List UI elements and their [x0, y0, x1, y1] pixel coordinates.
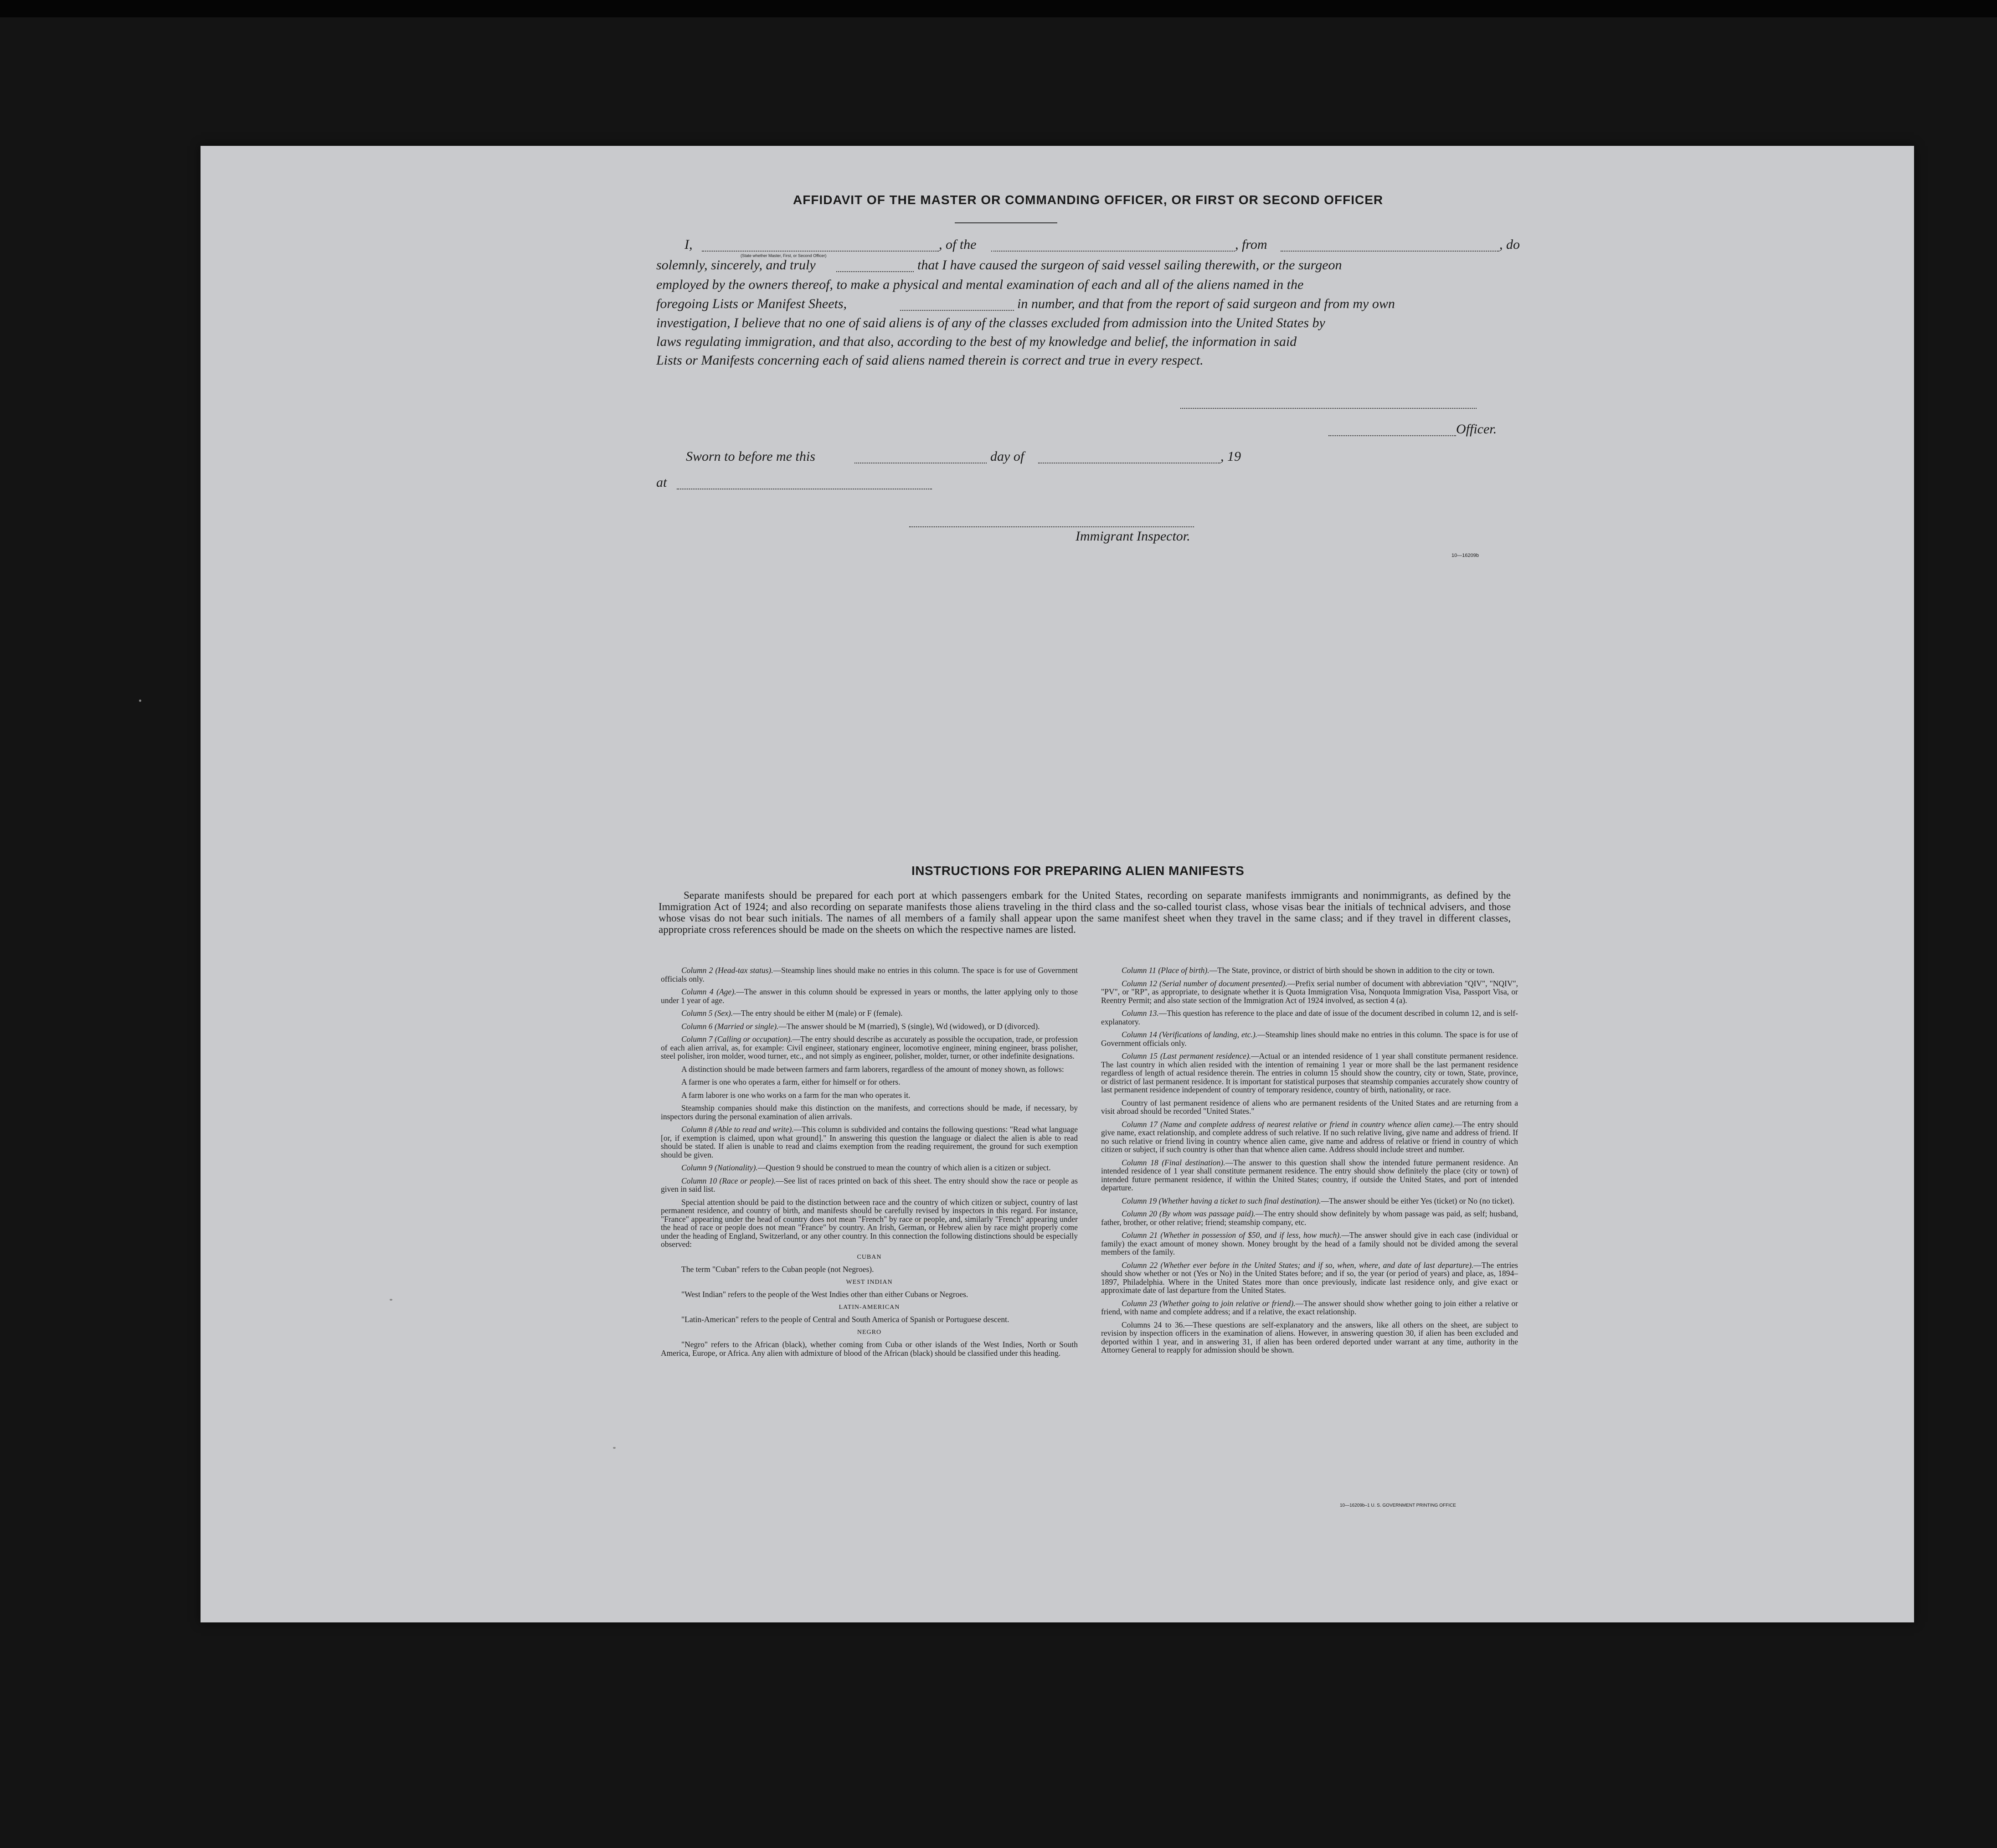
inspector-label: Immigrant Inspector. — [1076, 529, 1190, 544]
instruction-heading: Column 10 (Race or people). — [681, 1176, 776, 1185]
instruction-heading: Column 2 (Head-tax status). — [681, 966, 773, 975]
aliens-count-field — [900, 310, 1014, 311]
instruction-text: —The entry should be either M (male) or F (female). — [733, 1009, 903, 1018]
instruction-text: Steamship companies should make this distinction on the manifests, and corrections should be made, if necessary, by inspectors during the personal examination of alien arrivals. — [661, 1103, 1078, 1121]
affidavit-solemnly: solemnly, sincerely, and truly — [656, 257, 816, 273]
instruction-paragraph — [661, 1065, 1078, 1074]
instruction-paragraph — [1101, 1099, 1518, 1116]
instruction-heading: Column 19 (Whether having a ticket to such final destination). — [1122, 1196, 1321, 1205]
instruction-text: A farm laborer is one who works on a farm for the man who operates it. — [681, 1090, 911, 1100]
instruction-paragraph — [1101, 1197, 1518, 1205]
instruction-paragraph — [661, 1315, 1078, 1324]
instruction-text: —Prefix serial number of document with abbreviation "QIV", "NQIV", "PV", or "RP", as appropriate, to designate whether it is Quota Immigration Visa, Nonquota Immigration Visa, Passport Visa, or Reentry Permit; and also state section of the Immigration Act of 1924 involved, as section 4 (a). — [1101, 978, 1518, 1005]
instruction-paragraph — [661, 1163, 1078, 1172]
instruction-heading: Column 18 (Final destination). — [1122, 1158, 1225, 1167]
instruction-paragraph — [661, 1198, 1078, 1249]
instruction-heading: Column 23 (Whether going to join relative or friend). — [1122, 1298, 1296, 1308]
instruction-paragraph — [1101, 966, 1518, 975]
instruction-paragraph — [661, 1290, 1078, 1299]
instruction-text: —The entry should give name, exact relationship, and complete address of such relative. If no such relative living, give name and address of friend. If no such relative or friend living in country whence alien came, give name and address of relative or friend in country of which citizen or subject, if such country is other than that whence alien came. Address should include street and number. — [1101, 1119, 1518, 1154]
instruction-heading: Column 17 (Name and complete address of nearest relative or friend in country whence alien came). — [1122, 1119, 1455, 1129]
instruction-text: —The entries should show whether or not (Yes or No) in the United States before; and if so, the year (or period of years) and place, as, 1894–1897, Philadelphia. Where in the United States more than once previously, indicate last residence only, and give exact or approximate date of last departure from the United States. — [1101, 1260, 1518, 1295]
vessel-name-field — [991, 251, 1235, 252]
instruction-paragraph — [1101, 1030, 1518, 1047]
instruction-text: —The State, province, or district of birth should be shown in addition to the city or town. — [1209, 966, 1495, 975]
instruction-text: —The answer in this column should be expressed in years or months, the latter applying only to those under 1 year of age. — [661, 987, 1078, 1005]
dust-speck — [613, 1447, 616, 1449]
instruction-text: Special attention should be paid to the distinction between race and the country of which citizen or subject, country of last permanent residence, and country of birth, and manifests should be carefully revised by inspectors in this regard. For instance, "France" appearing under the head of country does not mean "French" by race or people, and, similarly "French" appearing under the head of race or people does not mean "France" by country. An Irish, German, or Hebrew alien by race might properly come under the heading of England, Switzerland, or any other country. In this connection the following distinctions should be especially observed: — [661, 1197, 1078, 1249]
officer-title-line — [1328, 435, 1456, 436]
instruction-paragraph — [661, 1091, 1078, 1100]
instruction-text: —The answer should be M (married), S (single), Wd (widowed), or D (divorced). — [778, 1021, 1040, 1031]
affidavit-do: , do — [1499, 237, 1520, 252]
officer-name-field — [702, 251, 939, 252]
race-heading: NEGRO — [857, 1328, 882, 1336]
affidavit-title: AFFIDAVIT OF THE MASTER OR COMMANDING OFFICER, OR FIRST OR SECOND OFFICER — [793, 193, 1384, 207]
instruction-text: —See list of races printed on back of this sheet. The entry should show the race or people as given in said list. — [661, 1176, 1078, 1194]
instruction-text: "Negro" refers to the African (black), whether coming from Cuba or other islands of the West Indies, North or South America, Europe, or Africa. Any alien with admixture of blood of the African (black) should be classified under this heading. — [661, 1340, 1078, 1358]
officer-rank-note: (State whether Master, First, or Second Officer) — [741, 253, 827, 258]
affidavit-line6: Lists or Manifests concerning each of said aliens named therein is correct and true in every respect. — [656, 353, 1204, 368]
instructions-right-column — [1101, 966, 1518, 1359]
instruction-paragraph — [661, 1022, 1078, 1031]
instruction-heading: Column 13. — [1122, 1009, 1159, 1018]
instruction-paragraph — [661, 988, 1078, 1004]
instruction-text: —The answer should show whether going to join either a relative or friend, with name and complete address; and if a relative, the exact relationship. — [1101, 1298, 1518, 1316]
instruction-text: —This column is subdivided and contains the following questions: "Read what language [or, if exemption is claimed, upon what ground]." In answering this question the language or dialect the alien is able to read should be stated. If alien is unable to read and claims exemption from the reading requirement, the ground for such exemption should be given. — [661, 1125, 1078, 1159]
instruction-paragraph — [1101, 1158, 1518, 1192]
title-rule — [955, 222, 1057, 223]
instruction-text: —The answer should be either Yes (ticket) or No (no ticket). — [1321, 1196, 1515, 1205]
affidavit-i: I, — [685, 237, 693, 252]
instruction-text: "West Indian" refers to the people of the West Indies other than either Cubans or Negroes. — [681, 1290, 968, 1299]
sworn-label: Sworn to before me this — [686, 449, 815, 464]
instruction-text: A farmer is one who operates a farm, either for himself or for others. — [681, 1077, 901, 1086]
instruction-heading: Column 9 (Nationality). — [681, 1163, 758, 1172]
instruction-heading: Column 21 (Whether in possession of $50, and if less, how much). — [1122, 1230, 1342, 1240]
instruction-heading: Column 5 (Sex). — [681, 1009, 733, 1018]
instruction-heading: Column 11 (Place of birth). — [1122, 966, 1210, 975]
instruction-text: Columns 24 to 36.—These questions are self-explanatory and the answers, like all others on the sheet, are subject to revision by inspection officers in the examination of aliens. However, in answering question 30, if alien has been excluded and deported within 1 year, and in answering 31, if alien has been ordered deported under warrant at any time, authority in the Attorney General to reapply for admission should be shown. — [1101, 1320, 1518, 1354]
instruction-paragraph — [661, 1340, 1078, 1357]
instruction-heading: Column 8 (Able to read and write). — [681, 1125, 794, 1134]
instruction-paragraph — [1101, 1120, 1518, 1154]
instruction-heading: Column 4 (Age). — [681, 987, 736, 996]
instruction-paragraph — [661, 966, 1078, 983]
affidavit-line5: laws regulating immigration, and that also, according to the best of my knowledge and belief, the information in said — [656, 334, 1297, 349]
affidavit-of-the: , of the — [939, 237, 977, 252]
instruction-text: —Steamship lines should make no entries in this column. The space is for use of Government officials only. — [661, 966, 1078, 983]
instruction-heading: Column 22 (Whether ever before in the United States; and if so, when, where, and date of last departure). — [1122, 1260, 1474, 1270]
instruction-text: —The entry should show definitely by whom passage was paid, as self; husband, father, brother, or other relative; friend; steamship company, etc. — [1101, 1209, 1518, 1227]
affidavit-from: , from — [1235, 237, 1267, 252]
instruction-text: —Question 9 should be construed to mean the country of which alien is a citizen or subject. — [757, 1163, 1051, 1172]
instruction-paragraph — [661, 1078, 1078, 1086]
port-field — [1281, 251, 1499, 252]
officer-signature-line — [1180, 408, 1477, 409]
instruction-paragraph — [661, 1035, 1078, 1060]
instruction-heading: Column 20 (By whom was passage paid). — [1122, 1209, 1256, 1218]
instruction-paragraph — [1101, 979, 1518, 1005]
instruction-text: —Actual or an intended residence of 1 year shall constitute permanent residence. The last country in which alien resided with the intention of remaining 1 year or more shall be the last permanent residence regardless of length of actual residence therein. The entries in column 15 should show the country, city or town, State, province, or district of last permanent residence. It is important for statistical purposes that steamship companies accurately show country of last permanent residence independent of country of temporary residence, country of birth, nationality, or race. — [1101, 1051, 1518, 1094]
inspector-signature-line — [909, 526, 1194, 527]
instruction-text: Country of last permanent residence of aliens who are permanent residents of the United States and are returning from a visit abroad should be recorded "United States." — [1101, 1098, 1518, 1116]
instruction-text: —The answer to this question shall show the intended future permanent residence. An intended residence of 1 year shall constitute permanent residence. The entry should show definitely the place (city or town) of intended future permanent residence, if within the United States; country, if outside the United States, and port of intended departure. — [1101, 1158, 1518, 1192]
affidavit-line4: investigation, I believe that no one of said aliens is of any of the classes excluded from admission into the United States by — [656, 315, 1325, 330]
instructions-left-column — [661, 966, 1078, 1362]
instruction-paragraph — [1101, 1321, 1518, 1354]
dust-speck — [139, 700, 141, 702]
year-label: , 19 — [1220, 449, 1241, 464]
scan-top-band — [0, 0, 1997, 17]
race-heading: LATIN-AMERICAN — [839, 1303, 900, 1311]
instruction-text: —The entry should describe as accurately as possible the occupation, trade, or profession of each alien arrival, as, for example: Civil engineer, stationary engineer, locomotive engineer, mining engineer, brass polisher, steel polisher, iron molder, wood turner, etc., and not simply as engineer, polisher, molder, turner, or other indefinite designations. — [661, 1035, 1078, 1060]
affidavit-line1b: that I have caused the surgeon of said vessel sailing therewith, or the surgeon — [917, 257, 1342, 273]
instruction-heading: Column 12 (Serial number of document presented). — [1122, 978, 1287, 988]
instruction-text: "Latin-American" refers to the people of Central and South America of Spanish or Portuguese descent. — [681, 1315, 1009, 1324]
manifest-sheet — [201, 146, 1914, 1622]
instruction-heading: Column 6 (Married or single). — [681, 1021, 779, 1031]
instruction-text: A distinction should be made between farmers and farm laborers, regardless of the amount of money shown, as follows: — [681, 1064, 1064, 1074]
race-heading: CUBAN — [857, 1253, 882, 1261]
instruction-heading: Column 15 (Last permanent residence). — [1122, 1051, 1251, 1060]
affidavit-line3a: foregoing Lists or Manifest Sheets, — [656, 296, 847, 311]
swear-field — [836, 271, 914, 272]
instructions-intro: Separate manifests should be prepared for each port at which passengers embark for the United States, recording on separate manifests immigrants and nonimmigrants, as defined by the Immigration Act of 1924; and also recording on separate manifests those aliens traveling in the third class and the so-called tourist class, whose visas bear the initials of technical advisers, and those whose visas do not bear such initials. The names of all members of a family shall appear upon the same manifest sheet when they travel in the same class; and if they travel in different classes, appropriate cross references should be made on the sheets on which the respective names are listed. — [659, 890, 1511, 935]
instruction-paragraph — [661, 1125, 1078, 1159]
instruction-text: —Steamship lines should make no entries in this column. The space is for use of Government officials only. — [1101, 1030, 1518, 1048]
instruction-text: —This question has reference to the place and date of issue of the document described in column 12, and is self-explanatory. — [1101, 1009, 1518, 1026]
instruction-text: —The answer should give in each case (individual or family) the exact amount of money shown. Money brought by the head of a family should not be divided among the several members of the family. — [1101, 1230, 1518, 1256]
instruction-paragraph — [661, 1009, 1078, 1018]
instruction-paragraph — [1101, 1210, 1518, 1226]
instruction-paragraph — [1101, 1052, 1518, 1094]
instruction-heading: Column 7 (Calling or occupation). — [681, 1035, 793, 1044]
instruction-paragraph — [1101, 1009, 1518, 1026]
instruction-paragraph — [661, 1177, 1078, 1194]
instruction-heading: Column 14 (Verifications of landing, etc.). — [1122, 1030, 1258, 1039]
instruction-paragraph — [1101, 1231, 1518, 1256]
footer-code: 10—16209b–1 U. S. GOVERNMENT PRINTING OFFICE — [1340, 1503, 1456, 1508]
officer-label: Officer. — [1456, 422, 1497, 437]
instruction-paragraph — [661, 1104, 1078, 1121]
instruction-text: The term "Cuban" refers to the Cuban people (not Negroes). — [681, 1265, 874, 1274]
form-code: 10—16209b — [1451, 553, 1479, 558]
instruction-paragraph — [661, 1265, 1078, 1274]
affidavit-line2: employed by the owners thereof, to make a physical and mental examination of each and all of the aliens named in the — [656, 277, 1304, 292]
instructions-title: INSTRUCTIONS FOR PREPARING ALIEN MANIFESTS — [911, 864, 1245, 878]
instruction-paragraph — [1101, 1261, 1518, 1295]
affidavit-line3b: in number, and that from the report of said surgeon and from my own — [1017, 296, 1395, 311]
instruction-paragraph — [1101, 1299, 1518, 1316]
dust-speck — [390, 1299, 392, 1301]
day-of-label: day of — [990, 449, 1024, 464]
race-heading: WEST INDIAN — [846, 1278, 893, 1286]
at-label: at — [656, 475, 667, 490]
